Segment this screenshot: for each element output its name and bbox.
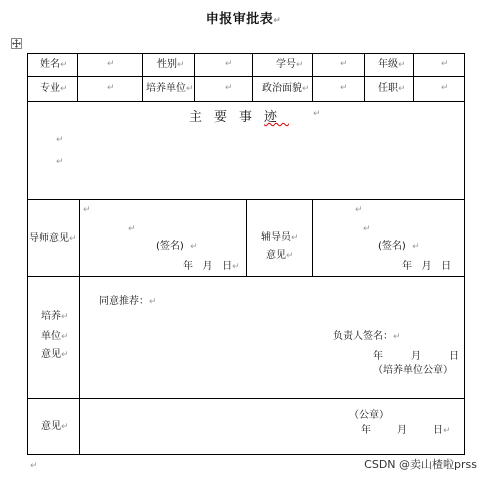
counselor-date: 年 月 日 (402, 261, 452, 272)
section-main-achievements: 主要事迹 (189, 110, 290, 125)
final-official-seal: （公章） (349, 410, 389, 421)
csdn-watermark: CSDN @卖山楂啦prss (364, 458, 477, 471)
field-major-value[interactable]: ↵ (107, 83, 115, 93)
advisor-opinion-line-2[interactable]: ↵ (128, 224, 136, 234)
field-training-unit-value[interactable]: ↵ (225, 83, 233, 93)
label-unit-opinion-2: 单位↵ (41, 331, 69, 342)
final-date: 年 月 日↵ (361, 425, 451, 436)
unit-official-seal: （培养单位公章） (373, 365, 453, 376)
label-political-status: 政治面貌↵ (262, 83, 310, 94)
label-advisor-opinion: 导师意见↵ (29, 233, 77, 244)
label-student-id: 学号↵ (276, 59, 304, 70)
label-counselor-opinion: 意见↵ (266, 250, 294, 261)
field-name-value[interactable]: ↵ (107, 59, 115, 69)
label-gender: 性别↵ (157, 59, 185, 70)
label-unit-opinion-1: 培养↵ (41, 311, 69, 322)
trailing-paragraph-mark: ↵ (30, 461, 38, 471)
advisor-date: 年 月 日↵ (183, 261, 240, 272)
label-counselor: 辅导员↵ (261, 232, 299, 243)
label-unit-opinion-3: 意见↵ (41, 349, 69, 360)
label-position: 任职↵ (378, 83, 406, 94)
field-gender-value[interactable]: ↵ (225, 59, 233, 69)
label-final-opinion: 意见↵ (41, 421, 69, 432)
advisor-signature: (签名) ↵ (156, 241, 198, 252)
field-position-value[interactable]: ↵ (441, 83, 449, 93)
unit-agree-recommend[interactable]: 同意推荐：↵ (99, 296, 157, 307)
advisor-opinion-line-1[interactable]: ↵ (83, 205, 91, 215)
counselor-signature: (签名) ↵ (378, 241, 420, 252)
field-grade-value[interactable]: ↵ (441, 59, 449, 69)
achievements-line-2[interactable]: ↵ (56, 157, 64, 167)
unit-responsible-signature[interactable]: 负责人签名：↵ (333, 331, 401, 342)
counselor-opinion-line-1[interactable]: ↵ (355, 205, 363, 215)
field-political-status-value[interactable]: ↵ (340, 83, 348, 93)
label-major: 专业↵ (40, 83, 68, 94)
paragraph-mark: ↵ (313, 109, 321, 119)
label-name: 姓名↵ (40, 59, 68, 70)
table-move-handle-icon[interactable] (11, 38, 22, 49)
unit-date: 年 月 日 (373, 351, 459, 362)
form-title: 申报审批表↵ (205, 12, 282, 27)
label-training-unit: 培养单位↵ (146, 83, 194, 94)
label-grade: 年级↵ (378, 59, 406, 70)
achievements-line-1[interactable]: ↵ (56, 135, 64, 145)
field-student-id-value[interactable]: ↵ (340, 59, 348, 69)
counselor-opinion-line-2[interactable]: ↵ (363, 224, 371, 234)
